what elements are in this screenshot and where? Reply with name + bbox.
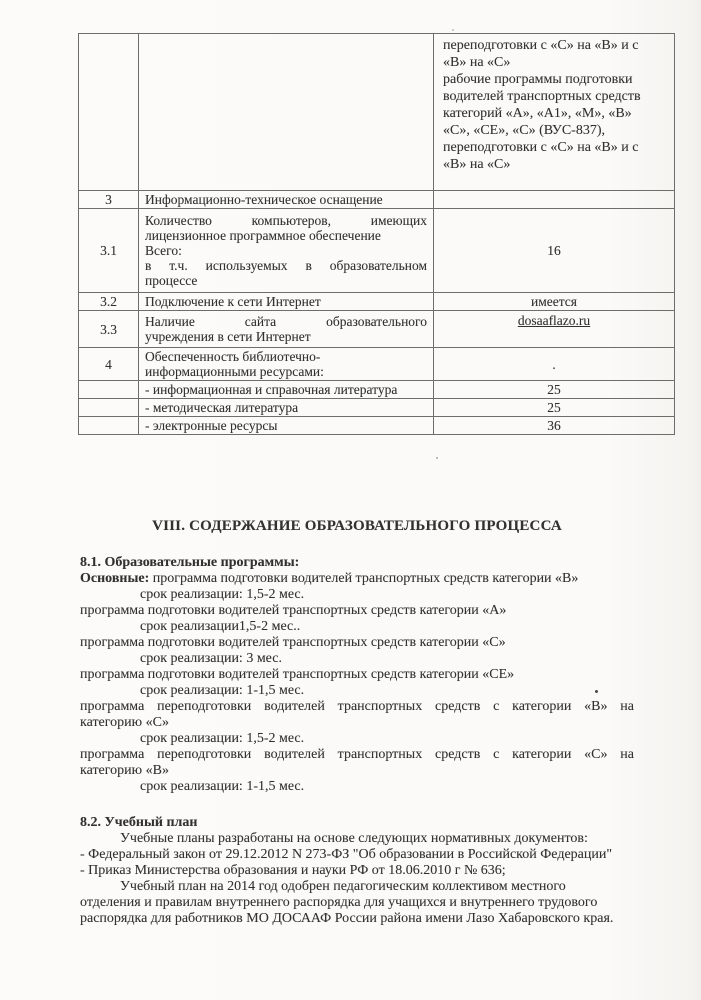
label-line: Информационно-техническое оснащение xyxy=(145,192,383,207)
scan-artifact-speck xyxy=(452,29,454,31)
paragraph-line: отделения и правилам внутреннего распорядка для учащихся и внутреннего трудового xyxy=(80,895,598,910)
row-label-cell xyxy=(139,293,434,311)
label-line: учреждения в сети Интернет xyxy=(145,329,311,344)
row-value-cell xyxy=(434,209,675,293)
paragraph-line: Учебный план на 2014 год одобрен педагогическим коллективом местного xyxy=(120,879,566,894)
row-label-cell xyxy=(139,417,434,435)
row-label-cell xyxy=(139,311,434,348)
value-line: рабочие программы подготовки xyxy=(443,72,633,87)
row-number-cell: 3.3 xyxy=(79,311,139,348)
curriculum-paragraphs xyxy=(80,831,634,927)
table-row xyxy=(79,311,675,348)
value-line: 25 xyxy=(547,382,561,397)
paragraph-line: - Приказ Министерства образования и науки РФ от 18.06.2010 г № 636; xyxy=(80,863,506,878)
label-line: Всего: xyxy=(145,243,182,258)
scan-artifact-speck xyxy=(595,690,598,693)
value-line: имеется xyxy=(530,294,578,309)
paragraph-line: - Федеральный закон от 29.12.2012 N 273-ФЗ "Об образовании в Российской Федерации" xyxy=(80,847,613,862)
value-line: переподготовки с «С» на «В» и с xyxy=(443,38,639,53)
table-row xyxy=(79,381,675,399)
value-line: «В» на «С» xyxy=(443,55,511,70)
label-line: Обеспеченность библиотечно- xyxy=(145,349,321,364)
website-url: dosaaflazo.ru xyxy=(517,313,591,328)
row-label-cell xyxy=(139,381,434,399)
value-line: 36 xyxy=(547,418,561,433)
value-line: . xyxy=(552,356,556,372)
label-line: - электронные ресурсы xyxy=(145,418,278,433)
label-line: в т.ч. используемых в образовательном xyxy=(145,258,427,273)
value-line: водителей транспортных средств xyxy=(443,89,641,104)
label-line: информационными ресурсами: xyxy=(145,364,324,379)
value-line: 16 xyxy=(547,243,561,258)
table-row xyxy=(79,417,675,435)
program-line: программа подготовки водителей транспортных средств категории «С» xyxy=(80,635,506,650)
info-equipment-table xyxy=(78,33,675,435)
row-number-cell: 3 xyxy=(79,191,139,209)
value-line: переподготовки с «С» на «В» и с xyxy=(443,140,639,155)
document-body xyxy=(80,517,634,927)
row-label-cell xyxy=(139,348,434,381)
row-number-cell: 3.1 xyxy=(79,209,139,293)
row-value-cell xyxy=(434,348,675,381)
subsection-8-1-title: 8.1. Образовательные программы: xyxy=(80,555,300,570)
label-line: Количество компьютеров, имеющих xyxy=(145,213,427,228)
row-number-cell xyxy=(79,399,139,417)
label-line: Наличие сайта образовательного xyxy=(145,314,427,329)
program-line: программа подготовки водителей транспортных средств категории «А» xyxy=(80,603,507,618)
row-label-cell xyxy=(139,399,434,417)
label-line: - методическая литература xyxy=(145,400,299,415)
table-row xyxy=(79,209,675,293)
value-line: «В» на «С» xyxy=(443,157,511,172)
row-value-cell xyxy=(434,191,675,209)
value-line: 25 xyxy=(547,400,561,415)
section-heading: VIII. СОДЕРЖАНИЕ ОБРАЗОВАТЕЛЬНОГО ПРОЦЕССА xyxy=(152,518,562,534)
duration-line: срок реализации: 1-1,5 мес. xyxy=(140,779,305,794)
row-label-cell xyxy=(139,191,434,209)
row-value-cell xyxy=(434,417,675,435)
label-line: лицензионное программное обеспечение xyxy=(145,228,381,243)
row-value-cell xyxy=(434,399,675,417)
row-number-cell: 4 xyxy=(79,348,139,381)
table-row xyxy=(79,399,675,417)
row-value-cell xyxy=(434,293,675,311)
program-line: Основные: программа подготовки водителей транспортных средств категории «В» xyxy=(80,571,579,586)
duration-line: срок реализации: 1-1,5 мес. xyxy=(140,683,305,698)
duration-line: срок реализации: 3 мес. xyxy=(140,651,282,666)
row-label-cell xyxy=(139,209,434,293)
row-number-cell xyxy=(79,34,139,191)
row-value-cell xyxy=(434,311,675,348)
row-label-cell xyxy=(139,34,434,191)
table-row xyxy=(79,293,675,311)
scan-artifact-speck xyxy=(436,457,438,459)
label-line: - информационная и справочная литература xyxy=(145,382,398,397)
table-row xyxy=(79,191,675,209)
program-line: программа подготовки водителей транспортных средств категории «СЕ» xyxy=(80,667,515,682)
table-row xyxy=(79,348,675,381)
value-line: категорий «А», «А1», «М», «В» xyxy=(443,106,632,121)
row-value-cell xyxy=(434,381,675,399)
paragraph-line: Учебные планы разработаны на основе следующих нормативных документов: xyxy=(120,831,588,846)
duration-line: срок реализации: 1,5-2 мес. xyxy=(140,731,305,746)
program-line: программа переподготовки водителей транспортных средств с категории «В» на xyxy=(80,699,634,714)
educational-programs-list xyxy=(80,571,634,795)
subsection-8-2-title: 8.2. Учебный план xyxy=(80,815,198,830)
value-line: «С», «СЕ», «С» (ВУС-837), xyxy=(443,123,606,138)
bold-label: Основные: xyxy=(80,571,150,586)
program-line: категорию «В» xyxy=(80,763,169,778)
table-row xyxy=(79,34,675,191)
program-line: категорию «С» xyxy=(80,715,169,730)
row-number-cell xyxy=(79,417,139,435)
duration-line: срок реализации1,5-2 мес.. xyxy=(140,619,301,634)
row-value-cell xyxy=(434,34,675,191)
row-number-cell xyxy=(79,381,139,399)
label-line: процессе xyxy=(145,273,198,288)
program-line: программа переподготовки водителей транспортных средств с категории «С» на xyxy=(80,747,634,762)
row-number-cell: 3.2 xyxy=(79,293,139,311)
duration-line: срок реализации: 1,5-2 мес. xyxy=(140,587,305,602)
label-line: Подключение к сети Интернет xyxy=(145,294,321,309)
paragraph-line: распорядка для работников МО ДОСААФ России района имени Лазо Хабаровского края. xyxy=(80,911,614,926)
